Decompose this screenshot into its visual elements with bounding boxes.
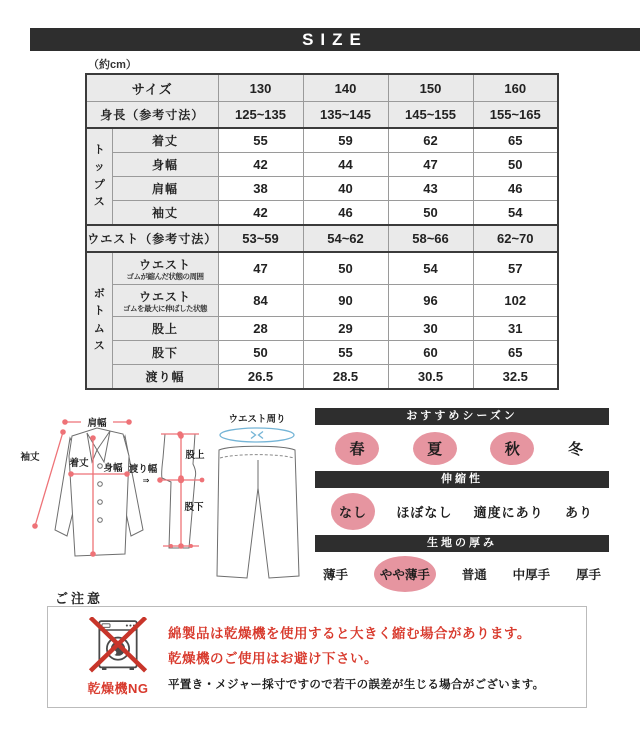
pants-front-drawing bbox=[217, 413, 299, 578]
table-cell-value: 50 bbox=[388, 201, 473, 226]
spec-option: あり bbox=[564, 505, 593, 520]
table-cell-value: 54~62 bbox=[303, 225, 388, 252]
table-cell-value: 42 bbox=[218, 153, 303, 177]
spec-option: 適度にあり bbox=[473, 505, 544, 520]
table-cell-value: 155~165 bbox=[473, 102, 558, 129]
table-cell-value: 46 bbox=[303, 201, 388, 226]
unit-note: （約cm） bbox=[88, 59, 137, 71]
table-cell-value: 28.5 bbox=[303, 365, 388, 390]
row-label: 袖丈 bbox=[151, 206, 178, 220]
pajama-top-drawing bbox=[55, 428, 143, 556]
middle-section bbox=[15, 408, 609, 596]
table-cell-value: 145~155 bbox=[388, 102, 473, 129]
spec-option-selected: 春 bbox=[335, 432, 379, 465]
table-row bbox=[86, 177, 558, 201]
table-cell-value: 44 bbox=[303, 153, 388, 177]
spec-bar-title: 生地の厚み bbox=[315, 535, 609, 552]
body-width-label: 身幅 bbox=[103, 463, 123, 474]
dryer-prohibited-icon bbox=[86, 617, 150, 675]
table-cell-value: 59 bbox=[303, 128, 388, 153]
group-label-tops: ト ッ プ ス bbox=[86, 128, 112, 225]
thigh-width-arrow: ⇒ bbox=[142, 476, 150, 485]
table-cell-label: サイズ bbox=[86, 74, 218, 102]
spec-option: ほぼなし bbox=[396, 505, 453, 520]
dryer-ng-label: 乾燥機NG bbox=[87, 681, 149, 696]
table-cell-label bbox=[112, 201, 218, 226]
table-cell-value: 58~66 bbox=[388, 225, 473, 252]
table-cell-value: 65 bbox=[473, 128, 558, 153]
table-cell-value: 46 bbox=[473, 177, 558, 201]
table-row bbox=[86, 128, 558, 153]
table-cell-value: 62 bbox=[388, 128, 473, 153]
caution-box bbox=[47, 606, 587, 708]
group-label-bottoms: ボ ト ム ス bbox=[86, 252, 112, 389]
table-cell-value: 96 bbox=[388, 285, 473, 317]
row-label: 渡り幅 bbox=[145, 370, 185, 384]
table-cell-value: 150 bbox=[388, 74, 473, 102]
rise-label: 股上 bbox=[185, 450, 205, 461]
table-row bbox=[86, 285, 558, 317]
thigh-width-label: 渡り幅 bbox=[128, 464, 158, 475]
table-cell-value: 40 bbox=[303, 177, 388, 201]
spec-option: 中厚手 bbox=[512, 568, 551, 582]
table-cell-value: 65 bbox=[473, 341, 558, 365]
row-label: ウエスト bbox=[138, 257, 191, 272]
table-cell-value: 62~70 bbox=[473, 225, 558, 252]
table-cell-value: 160 bbox=[473, 74, 558, 102]
table-cell-value: 102 bbox=[473, 285, 558, 317]
table-cell-label bbox=[112, 317, 218, 341]
table-row bbox=[86, 153, 558, 177]
spec-option-selected: やや薄手 bbox=[374, 556, 436, 592]
table-row bbox=[86, 201, 558, 226]
table-cell-value: 42 bbox=[218, 201, 303, 226]
table-cell-value: 60 bbox=[388, 341, 473, 365]
table-cell-value: 57 bbox=[473, 252, 558, 285]
table-cell-value: 30.5 bbox=[388, 365, 473, 390]
table-row bbox=[86, 341, 558, 365]
table-cell-value: 47 bbox=[218, 252, 303, 285]
row-label: ウエスト bbox=[138, 289, 191, 304]
size-table-wrap bbox=[85, 73, 559, 390]
size-table bbox=[85, 73, 559, 390]
table-row bbox=[86, 102, 558, 129]
table-cell-value: 84 bbox=[218, 285, 303, 317]
table-cell-value: 54 bbox=[388, 252, 473, 285]
caution-note-line: 平置き・メジャー採寸ですので若干の誤差が生じる場合がございます。 bbox=[168, 678, 545, 691]
table-cell-value: 53~59 bbox=[218, 225, 303, 252]
garment-measure-diagram bbox=[15, 408, 313, 590]
table-cell-value: 28 bbox=[218, 317, 303, 341]
table-cell-value: 31 bbox=[473, 317, 558, 341]
table-cell-value: 38 bbox=[218, 177, 303, 201]
table-cell-label bbox=[112, 341, 218, 365]
dryer-ng-block bbox=[76, 617, 160, 697]
table-cell-label bbox=[112, 365, 218, 390]
table-cell-value: 125~135 bbox=[218, 102, 303, 129]
table-row bbox=[86, 252, 558, 285]
row-sublabel: ゴムを最大に伸ばした状態 bbox=[123, 303, 207, 313]
caution-heading: ご注意 bbox=[55, 591, 104, 606]
spec-panel bbox=[315, 408, 609, 596]
spec-option-selected: 夏 bbox=[413, 432, 457, 465]
caution-red-line-2: 乾燥機のご使用はお避け下さい。 bbox=[168, 651, 378, 666]
spec-option-selected: なし bbox=[331, 493, 375, 530]
shoulder-width-label: 肩幅 bbox=[87, 418, 107, 429]
table-row bbox=[86, 74, 558, 102]
table-cell-value: 55 bbox=[303, 341, 388, 365]
table-row bbox=[86, 365, 558, 390]
row-label: 着丈 bbox=[151, 134, 178, 148]
table-cell-label: 身長（参考寸法） bbox=[86, 102, 218, 129]
table-cell-value: 30 bbox=[388, 317, 473, 341]
table-cell-value: 29 bbox=[303, 317, 388, 341]
size-banner: SIZE bbox=[30, 28, 640, 51]
spec-option: 普通 bbox=[461, 568, 487, 582]
table-cell-value: 50 bbox=[218, 341, 303, 365]
spec-option: 薄手 bbox=[323, 568, 349, 582]
table-cell-label bbox=[112, 128, 218, 153]
table-cell-label bbox=[112, 285, 218, 317]
caution-texts bbox=[168, 622, 544, 692]
table-cell-value: 90 bbox=[303, 285, 388, 317]
table-row bbox=[86, 317, 558, 341]
table-cell-value: 140 bbox=[303, 74, 388, 102]
table-cell-value: 54 bbox=[473, 201, 558, 226]
table-cell-label bbox=[112, 177, 218, 201]
table-cell-value: 26.5 bbox=[218, 365, 303, 390]
spec-options-row bbox=[315, 552, 609, 596]
spec-options-row bbox=[315, 425, 609, 471]
spec-bar-title: おすすめシーズン bbox=[315, 408, 609, 425]
spec-bar-title: 伸縮性 bbox=[315, 471, 609, 488]
table-cell-value: 130 bbox=[218, 74, 303, 102]
table-cell-value: 50 bbox=[473, 153, 558, 177]
sleeve-length-label: 袖丈 bbox=[20, 452, 40, 463]
spec-option: 冬 bbox=[567, 440, 583, 458]
spec-option: 厚手 bbox=[575, 568, 601, 582]
caution-red-line-1: 綿製品は乾燥機を使用すると大きく縮む場合があります。 bbox=[168, 626, 531, 642]
row-sublabel: ゴムが縮んだ状態の周囲 bbox=[126, 271, 204, 281]
table-cell-value: 43 bbox=[388, 177, 473, 201]
table-cell-value: 32.5 bbox=[473, 365, 558, 390]
row-label: 股上 bbox=[151, 322, 178, 336]
table-cell-value: 47 bbox=[388, 153, 473, 177]
row-label: 身幅 bbox=[151, 158, 178, 172]
table-cell-value: 55 bbox=[218, 128, 303, 153]
row-label: 股下 bbox=[151, 346, 178, 360]
inseam-label: 股下 bbox=[184, 502, 204, 513]
table-cell-label: ウエスト（参考寸法） bbox=[86, 225, 218, 252]
table-cell-value: 135~145 bbox=[303, 102, 388, 129]
table-cell-value: 50 bbox=[303, 252, 388, 285]
row-label: 肩幅 bbox=[151, 182, 178, 196]
spec-option-selected: 秋 bbox=[490, 432, 534, 465]
table-cell-label bbox=[112, 153, 218, 177]
waist-around-label: ウエスト周り bbox=[228, 414, 286, 425]
body-length-label: 着丈 bbox=[69, 458, 89, 469]
waist-measure-ellipse-icon bbox=[220, 428, 294, 442]
table-cell-label bbox=[112, 252, 218, 285]
spec-options-row bbox=[315, 488, 609, 535]
table-row bbox=[86, 225, 558, 252]
